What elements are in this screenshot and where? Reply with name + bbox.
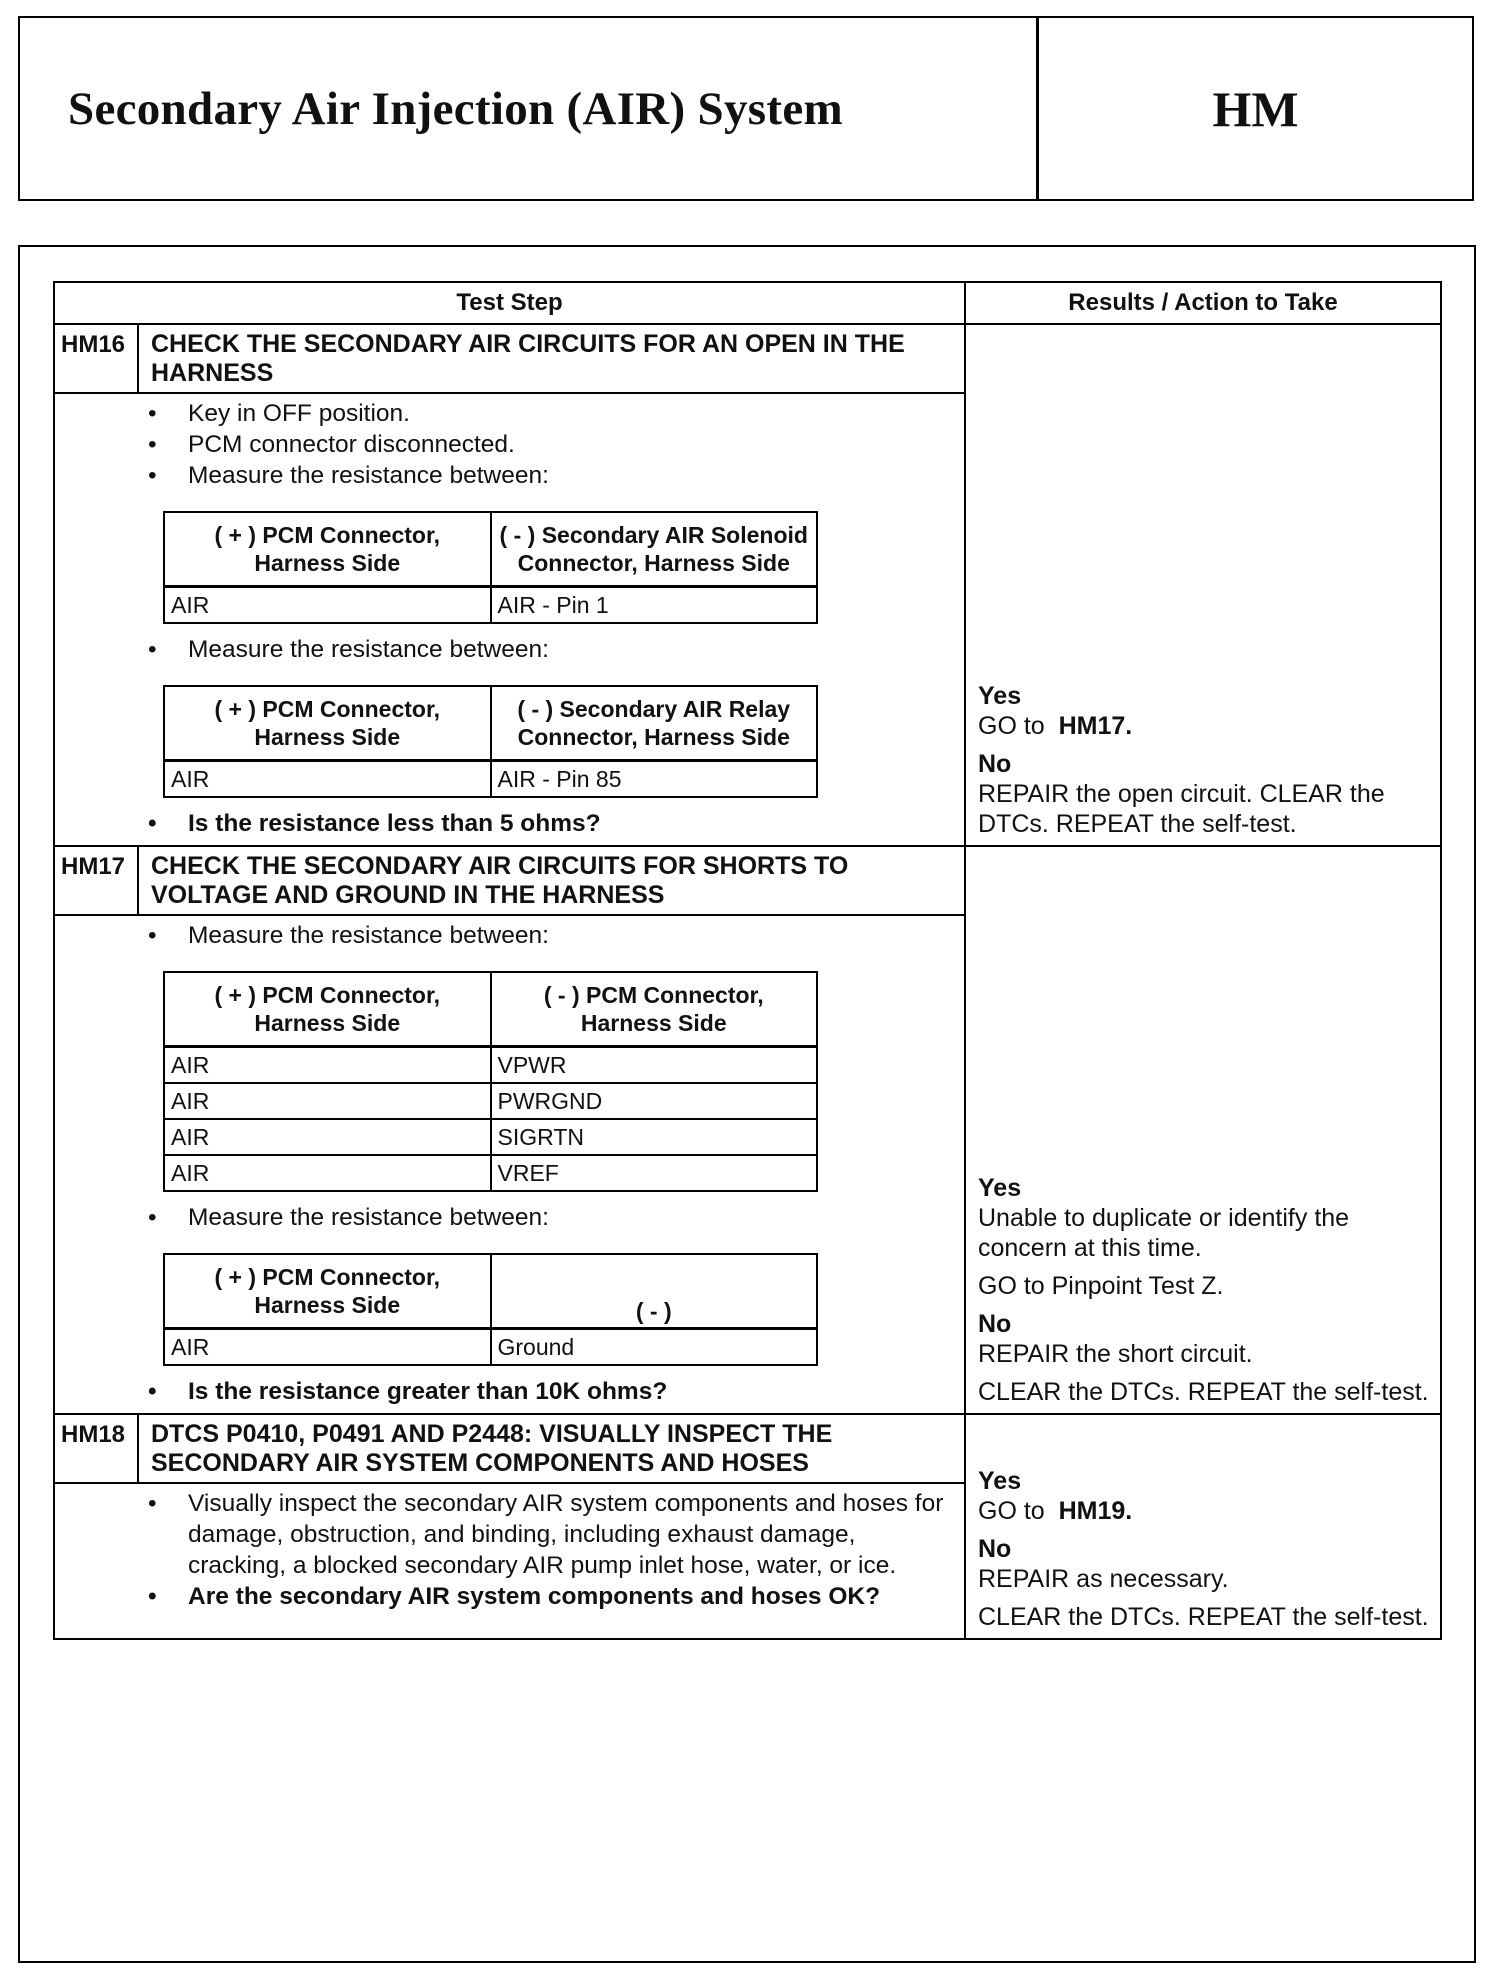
step-question: • Are the secondary AIR system components and hoses OK?: [143, 1581, 954, 1612]
goto-target: HM17.: [1058, 712, 1133, 740]
list-item: • Key in OFF position.: [143, 398, 954, 429]
table-cell: SIGRTN: [491, 1119, 818, 1155]
table-cell: AIR: [164, 1047, 491, 1084]
step-hm18-heading-row: [54, 1414, 1441, 1483]
page-title: Secondary Air Injection (AIR) System: [68, 82, 843, 135]
table-header-cell: ( + ) PCM Connector, Harness Side: [164, 972, 491, 1047]
yes-action-goto: GO to Pinpoint Test Z.: [978, 1272, 1224, 1300]
step-hm17-heading-row: [54, 846, 1441, 915]
table-header-cell: ( - ) Secondary AIR Relay Connector, Harness Side: [491, 686, 818, 761]
yes-label: Yes: [978, 1174, 1022, 1202]
table-cell: PWRGND: [491, 1083, 818, 1119]
no-action-clear: CLEAR the DTCs. REPEAT the self-test.: [978, 1603, 1429, 1631]
list-item: • PCM connector disconnected.: [143, 429, 954, 460]
table-cell: Ground: [491, 1329, 818, 1366]
step-hm17-results: [965, 846, 1441, 1414]
list-item: • Measure the resistance between:: [143, 634, 954, 665]
step-hm18-body: [54, 1483, 965, 1639]
yes-action: GO to HM17.: [978, 712, 1133, 740]
section-code: HM: [1212, 80, 1299, 137]
yes-action: GO to HM19.: [978, 1497, 1133, 1525]
table-header-cell: ( + ) PCM Connector, Harness Side: [164, 1254, 491, 1329]
resistance-table-ground: [163, 1253, 818, 1366]
table-cell: VREF: [491, 1155, 818, 1191]
list-item: • Measure the resistance between:: [143, 460, 954, 491]
goto-target: HM19.: [1058, 1497, 1133, 1525]
step-id: HM18: [54, 1414, 138, 1483]
resistance-table-solenoid: [163, 511, 818, 624]
step-heading: CHECK THE SECONDARY AIR CIRCUITS FOR SHORTS TO VOLTAGE AND GROUND IN THE HARNESS: [138, 846, 965, 915]
table-row: [164, 1047, 817, 1084]
table-row: [164, 1155, 817, 1191]
col-results: Results / Action to Take: [965, 282, 1441, 324]
no-action: REPAIR the open circuit. CLEAR the DTCs. REPEAT the self-test.: [978, 780, 1385, 838]
yes-action: Unable to duplicate or identify the concern at this time.: [978, 1204, 1350, 1262]
resistance-table-pcm: [163, 971, 818, 1192]
col-test-step: Test Step: [54, 282, 965, 324]
no-label: No: [978, 1310, 1012, 1338]
table-cell: AIR: [164, 1083, 491, 1119]
table-cell: AIR: [164, 1329, 491, 1366]
step-heading: DTCS P0410, P0491 AND P2448: VISUALLY INSPECT THE SECONDARY AIR SYSTEM COMPONENTS AND HOSES: [138, 1414, 965, 1483]
page-header: [18, 16, 1474, 201]
table-row: [164, 1083, 817, 1119]
table-cell: AIR: [164, 1119, 491, 1155]
table-row: [164, 587, 817, 624]
table-header-cell: ( - ): [491, 1254, 818, 1329]
step-id: HM17: [54, 846, 138, 915]
no-action: REPAIR the short circuit.: [978, 1340, 1253, 1368]
step-hm16-heading-row: [54, 324, 1441, 393]
section-code-cell: [1039, 18, 1472, 199]
table-row: [164, 1329, 817, 1366]
step-hm17-body: [54, 915, 965, 1414]
step-question: • Is the resistance less than 5 ohms?: [143, 808, 954, 839]
list-item: • Visually inspect the secondary AIR system components and hoses for damage, obstruction, and binding, including exhaust damage, cracking, a blocked secondary AIR pump inlet hose, water, or ice.: [143, 1488, 954, 1581]
yes-label: Yes: [978, 1467, 1022, 1495]
table-header-cell: ( - ) Secondary AIR Solenoid Connector, Harness Side: [491, 512, 818, 587]
no-action-clear: CLEAR the DTCs. REPEAT the self-test.: [978, 1378, 1429, 1406]
no-label: No: [978, 750, 1012, 778]
no-action: REPAIR as necessary.: [978, 1565, 1229, 1593]
title-cell: [20, 18, 1039, 199]
table-cell: AIR: [164, 1155, 491, 1191]
no-label: No: [978, 1535, 1012, 1563]
table-cell: VPWR: [491, 1047, 818, 1084]
list-item: • Measure the resistance between:: [143, 920, 954, 951]
table-header-cell: ( + ) PCM Connector, Harness Side: [164, 686, 491, 761]
table-cell: AIR - Pin 1: [491, 587, 818, 624]
step-hm18-results: [965, 1414, 1441, 1639]
step-hm16-body: [54, 393, 965, 846]
table-cell: AIR: [164, 587, 491, 624]
step-hm16-results: [965, 324, 1441, 846]
resistance-table-relay: [163, 685, 818, 798]
table-cell: AIR - Pin 85: [491, 761, 818, 798]
step-question: • Is the resistance greater than 10K ohms?: [143, 1376, 954, 1407]
yes-label: Yes: [978, 682, 1022, 710]
table-header-cell: ( + ) PCM Connector, Harness Side: [164, 512, 491, 587]
list-item: • Measure the resistance between:: [143, 1202, 954, 1233]
table-header-cell: ( - ) PCM Connector, Harness Side: [491, 972, 818, 1047]
step-heading: CHECK THE SECONDARY AIR CIRCUITS FOR AN OPEN IN THE HARNESS: [138, 324, 965, 393]
test-step-table: [53, 281, 1442, 1640]
table-cell: AIR: [164, 761, 491, 798]
table-row: [164, 1119, 817, 1155]
table-row: [164, 761, 817, 798]
step-id: HM16: [54, 324, 138, 393]
table-header-row: [54, 282, 1441, 324]
